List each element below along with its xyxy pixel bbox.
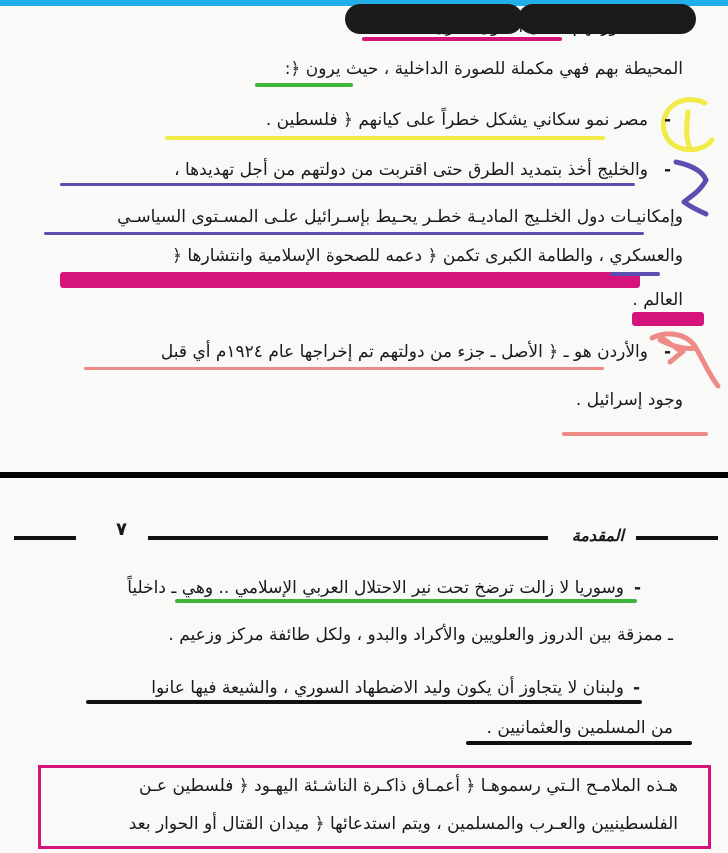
text-line: والعسكري ، والطامة الكبرى تكمن ﴿ دعمه للصحوة الإسلامية وانتشارها ﴿ xyxy=(172,246,683,266)
text-line: من المسلمين والعثمانيين . xyxy=(486,718,673,738)
bullet-marker: - xyxy=(663,110,671,130)
bullet-marker: - xyxy=(663,160,671,180)
header-title: المقدمة xyxy=(571,526,624,545)
text-line: وسوريا لا زالت ترضخ تحت نير الاحتلال العربي الإسلامي .. وهي ـ داخلياً xyxy=(127,578,624,598)
text-line: مصر نمو سكاني يشكل خطراً على كيانهم ﴿ فلسطين . xyxy=(265,110,648,130)
black-underline xyxy=(86,700,642,704)
text-line: والأردن هو ـ ﴿ الأصل ـ جزء من دولتهم تم إخراجها عام ١٩٢٤م أي قبل xyxy=(160,342,648,362)
page-number: ٧ xyxy=(116,519,127,540)
text-line: ـ ممزقة بين الدروز والعلويين والأكراد والبدو ، ولكل طائفة مركز وزعيم . xyxy=(168,625,673,645)
page-2 xyxy=(0,478,728,853)
text-line: هـذه الملامـح الـتي رسموهـا ﴿ أعمـاق ذاكـرة الناشـئة اليهـود ﴿ فلسطين عـن xyxy=(138,776,678,796)
text-line: وجود إسرائيل . xyxy=(575,390,683,410)
text-line: العالم . xyxy=(632,290,683,310)
bullet-marker: - xyxy=(632,678,640,698)
header-rule xyxy=(636,536,718,540)
text-line: والخليج أخذ بتمديد الطرق حتى اقتربت من دولتهم من أجل تهديدها ، xyxy=(174,160,648,180)
black-underline xyxy=(466,741,692,745)
text-line: ، أمـا تصـوراتهم لحـال الـدول العربيـة xyxy=(421,17,683,37)
bullet-marker: - xyxy=(633,578,641,598)
text-line: الفلسطينيين والعـرب والمسلمين ، ويتم استدعائها ﴿ ميدان القتال أو الحوار بعد xyxy=(128,814,678,834)
header-rule xyxy=(14,536,76,540)
text-line: وإمكانيـات دول الخلـيج الماديـة خطـر يحـيط بإسـرائيل علـى المسـتوى السياسـي xyxy=(117,207,683,227)
bullet-marker: - xyxy=(663,342,671,362)
header-rule xyxy=(148,536,548,540)
text-line: المحيطة بهم فهي مكملة للصورة الداخلية ، حيث يرون ﴿: xyxy=(284,59,683,79)
text-line: ولبنان لا يتجاوز أن يكون وليد الاضطهاد السوري ، والشيعة فيها عانوا xyxy=(151,678,624,698)
